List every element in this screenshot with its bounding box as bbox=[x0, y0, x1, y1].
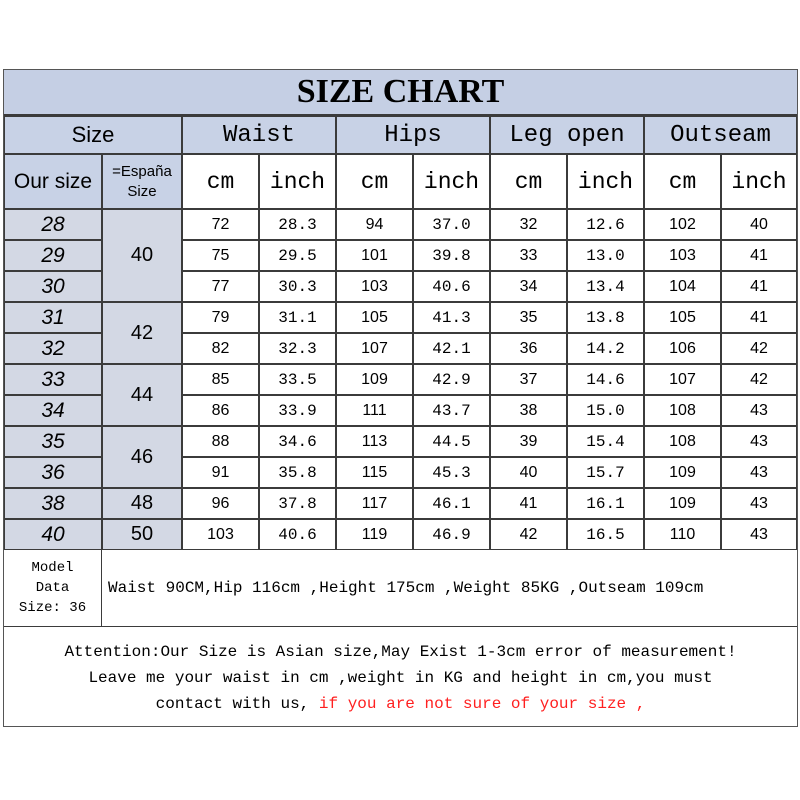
out-in-cell: 43 bbox=[721, 426, 797, 457]
our-size-cell: 35 bbox=[4, 426, 102, 457]
our-size-cell: 38 bbox=[4, 488, 102, 519]
leg-cm-cell: 35 bbox=[490, 302, 567, 333]
size-chart-sheet bbox=[3, 69, 798, 727]
waist-group-header: Waist bbox=[182, 116, 336, 154]
leg-in-cell: 15.7 bbox=[567, 457, 644, 488]
hips-in-cell: 41.3 bbox=[413, 302, 490, 333]
waist-in-cell: 32.3 bbox=[259, 333, 336, 364]
waist-cm-cell: 91 bbox=[182, 457, 259, 488]
espana-size-cell: 50 bbox=[102, 519, 182, 550]
leg-in-cell: 13.0 bbox=[567, 240, 644, 271]
out-cm-cell: 108 bbox=[644, 426, 721, 457]
hips-group-header: Hips bbox=[336, 116, 490, 154]
waist-cm-header: cm bbox=[182, 154, 259, 209]
our-size-cell: 33 bbox=[4, 364, 102, 395]
leg-in-cell: 16.1 bbox=[567, 488, 644, 519]
waist-cm-cell: 88 bbox=[182, 426, 259, 457]
waist-cm-cell: 86 bbox=[182, 395, 259, 426]
leg-in-cell: 14.2 bbox=[567, 333, 644, 364]
attention-line2: Leave me your waist in cm ,weight in KG and height in cm,you must bbox=[88, 669, 713, 687]
espana-size-header bbox=[102, 154, 182, 209]
out-in-cell: 42 bbox=[721, 364, 797, 395]
hips-in-cell: 46.1 bbox=[413, 488, 490, 519]
leg-cm-header: cm bbox=[490, 154, 567, 209]
hips-cm-cell: 109 bbox=[336, 364, 413, 395]
waist-cm-cell: 77 bbox=[182, 271, 259, 302]
leg-in-cell: 16.5 bbox=[567, 519, 644, 550]
out-in-cell: 43 bbox=[721, 395, 797, 426]
waist-cm-cell: 85 bbox=[182, 364, 259, 395]
leg-cm-cell: 42 bbox=[490, 519, 567, 550]
waist-cm-cell: 96 bbox=[182, 488, 259, 519]
hips-in-cell: 42.9 bbox=[413, 364, 490, 395]
model-label-line3: Size: 36 bbox=[18, 600, 87, 616]
our-size-cell: 34 bbox=[4, 395, 102, 426]
attention-note bbox=[4, 630, 797, 726]
leg-cm-cell: 32 bbox=[490, 209, 567, 240]
our-size-cell: 36 bbox=[4, 457, 102, 488]
attention-line3 bbox=[156, 691, 646, 717]
hips-in-cell: 42.1 bbox=[413, 333, 490, 364]
leg-inch-header: inch bbox=[567, 154, 644, 209]
outseam-group-header: Outseam bbox=[644, 116, 797, 154]
hips-inch-header: inch bbox=[413, 154, 490, 209]
leg-cm-cell: 36 bbox=[490, 333, 567, 364]
hips-cm-cell: 113 bbox=[336, 426, 413, 457]
hips-cm-cell: 107 bbox=[336, 333, 413, 364]
waist-in-cell: 29.5 bbox=[259, 240, 336, 271]
our-size-cell: 30 bbox=[4, 271, 102, 302]
leg-in-cell: 14.6 bbox=[567, 364, 644, 395]
out-in-cell: 41 bbox=[721, 271, 797, 302]
leg-cm-cell: 39 bbox=[490, 426, 567, 457]
hips-in-cell: 37.0 bbox=[413, 209, 490, 240]
waist-in-cell: 33.5 bbox=[259, 364, 336, 395]
out-cm-cell: 103 bbox=[644, 240, 721, 271]
waist-in-cell: 40.6 bbox=[259, 519, 336, 550]
waist-cm-cell: 72 bbox=[182, 209, 259, 240]
leg-in-cell: 13.8 bbox=[567, 302, 644, 333]
waist-in-cell: 35.8 bbox=[259, 457, 336, 488]
espana-header-line1: =España bbox=[112, 162, 172, 180]
espana-size-cell: 48 bbox=[102, 488, 182, 519]
espana-size-cell: 42 bbox=[102, 302, 182, 364]
hips-cm-cell: 119 bbox=[336, 519, 413, 550]
our-size-cell: 31 bbox=[4, 302, 102, 333]
waist-inch-header: inch bbox=[259, 154, 336, 209]
waist-in-cell: 33.9 bbox=[259, 395, 336, 426]
leg-in-cell: 15.0 bbox=[567, 395, 644, 426]
waist-in-cell: 30.3 bbox=[259, 271, 336, 302]
leg-in-cell: 13.4 bbox=[567, 271, 644, 302]
our-size-cell: 29 bbox=[4, 240, 102, 271]
hips-in-cell: 39.8 bbox=[413, 240, 490, 271]
model-measurements: Waist 90CM,Hip 116cm ,Height 175cm ,Weight 85KG ,Outseam 109cm bbox=[102, 550, 797, 627]
out-cm-cell: 108 bbox=[644, 395, 721, 426]
leg-cm-cell: 38 bbox=[490, 395, 567, 426]
waist-in-cell: 37.8 bbox=[259, 488, 336, 519]
out-cm-cell: 102 bbox=[644, 209, 721, 240]
out-cm-cell: 107 bbox=[644, 364, 721, 395]
outseam-cm-header: cm bbox=[644, 154, 721, 209]
waist-in-cell: 28.3 bbox=[259, 209, 336, 240]
leg-cm-cell: 41 bbox=[490, 488, 567, 519]
hips-cm-cell: 105 bbox=[336, 302, 413, 333]
model-label-line2: Data bbox=[35, 580, 70, 596]
espana-size-cell: 40 bbox=[102, 209, 182, 302]
leg-in-cell: 12.6 bbox=[567, 209, 644, 240]
hips-in-cell: 46.9 bbox=[413, 519, 490, 550]
out-in-cell: 43 bbox=[721, 519, 797, 550]
attention-line1: Attention:Our Size is Asian size,May Exist 1-3cm error of measurement! bbox=[64, 643, 737, 661]
leg-cm-cell: 37 bbox=[490, 364, 567, 395]
leg-cm-cell: 33 bbox=[490, 240, 567, 271]
out-cm-cell: 106 bbox=[644, 333, 721, 364]
size-group-header: Size bbox=[4, 116, 182, 154]
hips-cm-cell: 115 bbox=[336, 457, 413, 488]
chart-title: SIZE CHART bbox=[4, 70, 797, 116]
espana-size-cell: 46 bbox=[102, 426, 182, 488]
out-in-cell: 42 bbox=[721, 333, 797, 364]
espana-size-cell: 44 bbox=[102, 364, 182, 426]
our-size-cell: 32 bbox=[4, 333, 102, 364]
leg-cm-cell: 34 bbox=[490, 271, 567, 302]
out-cm-cell: 109 bbox=[644, 488, 721, 519]
model-label-line1: Model bbox=[31, 560, 74, 576]
out-in-cell: 41 bbox=[721, 240, 797, 271]
our-size-cell: 40 bbox=[4, 519, 102, 550]
hips-cm-cell: 103 bbox=[336, 271, 413, 302]
out-cm-cell: 109 bbox=[644, 457, 721, 488]
model-data-label bbox=[4, 550, 102, 627]
out-in-cell: 43 bbox=[721, 488, 797, 519]
hips-in-cell: 43.7 bbox=[413, 395, 490, 426]
attention-line3-black: contact with us, bbox=[155, 695, 319, 713]
out-cm-cell: 104 bbox=[644, 271, 721, 302]
out-in-cell: 40 bbox=[721, 209, 797, 240]
leg-in-cell: 15.4 bbox=[567, 426, 644, 457]
waist-cm-cell: 82 bbox=[182, 333, 259, 364]
hips-in-cell: 40.6 bbox=[413, 271, 490, 302]
hips-cm-cell: 111 bbox=[336, 395, 413, 426]
out-cm-cell: 110 bbox=[644, 519, 721, 550]
attention-warning-red: if you are not sure of your size , bbox=[318, 695, 646, 713]
hips-cm-cell: 101 bbox=[336, 240, 413, 271]
espana-header-line2: Size bbox=[127, 182, 157, 200]
hips-cm-cell: 94 bbox=[336, 209, 413, 240]
our-size-header: Our size bbox=[4, 154, 102, 209]
outseam-inch-header: inch bbox=[721, 154, 797, 209]
hips-in-cell: 45.3 bbox=[413, 457, 490, 488]
waist-in-cell: 31.1 bbox=[259, 302, 336, 333]
waist-in-cell: 34.6 bbox=[259, 426, 336, 457]
our-size-cell: 28 bbox=[4, 209, 102, 240]
waist-cm-cell: 103 bbox=[182, 519, 259, 550]
hips-in-cell: 44.5 bbox=[413, 426, 490, 457]
out-in-cell: 41 bbox=[721, 302, 797, 333]
out-cm-cell: 105 bbox=[644, 302, 721, 333]
hips-cm-header: cm bbox=[336, 154, 413, 209]
waist-cm-cell: 79 bbox=[182, 302, 259, 333]
leg-open-group-header: Leg open bbox=[490, 116, 644, 154]
leg-cm-cell: 40 bbox=[490, 457, 567, 488]
hips-cm-cell: 117 bbox=[336, 488, 413, 519]
waist-cm-cell: 75 bbox=[182, 240, 259, 271]
out-in-cell: 43 bbox=[721, 457, 797, 488]
